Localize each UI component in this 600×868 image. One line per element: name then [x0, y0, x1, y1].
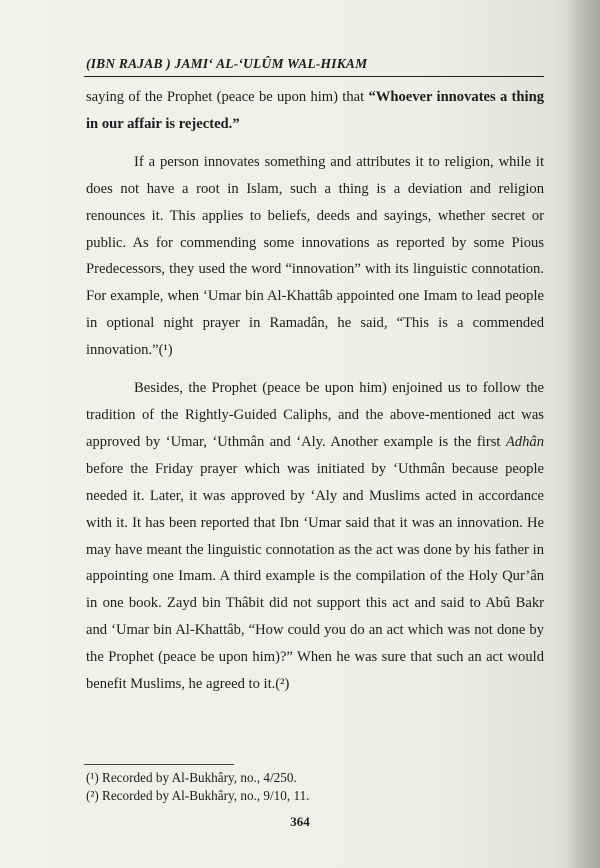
footnote-ref-2: (²): [275, 676, 290, 693]
paragraph-2-text: If a person innovates something and attributes it to religion, while it does not have a root in Islam, such a thing is a deviation and religion renounces it. This applies to beliefs, deeds and sayings, whether secret or public. As for commending some innovations as reported by some Pious Predecessors, they used the word “innovation” with its linguistic connotation. For example, when ‘Umar bin Al-Khattâb appointed one Imam to lead people in optional night prayer in Ramadân, he said, “This is a commended innovation.”: [86, 153, 544, 359]
running-header: (IBN RAJAB ) JAMI‘ AL-‘ULÛM WAL-HIKAM: [86, 56, 368, 71]
footnote-ref-1: (¹): [158, 342, 173, 359]
footnote-rule: [84, 764, 234, 765]
page-spine-shadow: [566, 0, 600, 868]
footnote-1: (¹) Recorded by Al-Bukhâry, no., 4/250.: [86, 770, 297, 785]
paragraph-2: [86, 149, 544, 364]
paragraph-3-text-end: before the Friday prayer which was initiated by ‘Uthmân because people needed it. Later, it was approved by ‘Aly and Muslims acted in accordance with it. It has been reported that Ibn ‘Umar said that it was an innovation. He may have meant the linguistic connotation as the act was done by his father in appointing one Imam. A third example is the compilation of the Holy Qur’ân in one book. Zayd bin Thâbit did not support this act and said to Abû Bakr and ‘Umar bin Al-Khattâb, “How could you do an act which was not done by the Prophet (peace be upon him)?” When he was sure that such an act would benefit Muslims, he agreed to it.: [86, 460, 544, 693]
page-number: 364: [290, 814, 310, 829]
header-rule: [84, 76, 544, 77]
paragraph-3: [86, 375, 544, 698]
footnotes: [86, 769, 536, 805]
footnote-2: (²) Recorded by Al-Bukhâry, no., 9/10, 11.: [86, 788, 310, 803]
hadith-quote: “Whoever innovates a thing in our affair is rejected.”: [86, 89, 545, 132]
paragraph-1: [86, 84, 544, 138]
paragraph-3-text-start: Besides, the Prophet (peace be upon him) enjoined us to follow the tradition of the Rightly-Guided Caliphs, and the above-mentioned act was approved by ‘Umar, ‘Uthmân and ‘Aly. Another example is the first: [86, 380, 544, 450]
paragraph-1-text: saying of the Prophet (peace be upon him) that: [86, 89, 369, 105]
adhan-term: Adhân: [505, 433, 544, 450]
body-text: [86, 84, 544, 709]
